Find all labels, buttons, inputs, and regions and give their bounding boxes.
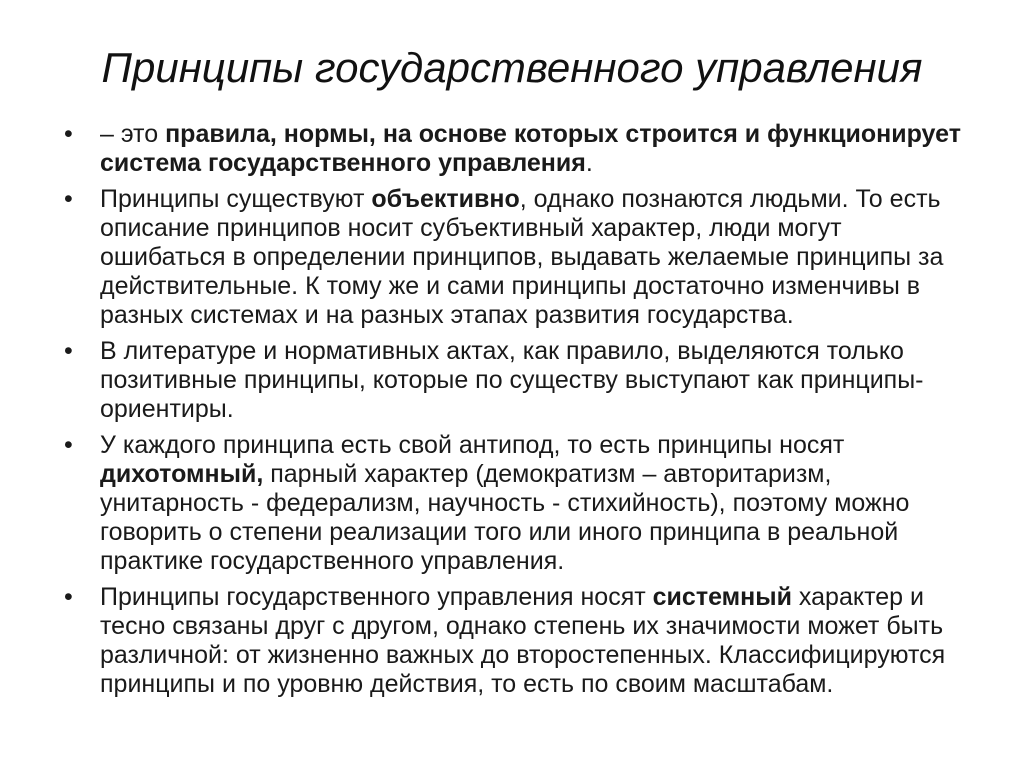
bullet-text: – это	[100, 120, 166, 148]
bullet-text-bold: объективно	[371, 185, 520, 213]
slide-title: Принципы государственного управления	[101, 44, 923, 91]
bullet-list	[64, 120, 964, 706]
bullet-text: характер и тесно связаны друг с другом, однако степень их значимости может быть различной: от жизненно важных до второстепенных. Классифицируются принципы и по уровню действия, то есть по своим масштабам.	[100, 583, 946, 698]
bullet-marker: •	[64, 583, 73, 611]
bullet-marker: •	[64, 431, 73, 459]
bullet-text: Принципы государственного управления носят	[100, 583, 653, 611]
bullet-text: , однако познаются людьми. То есть описание принципов носит субъективный характер, люди могут ошибаться в определении принципов, выдавать желаемые принципы за действительные. К тому же и сами принципы достаточно изменчивы в разных системах и на разных этапах развития государства.	[100, 185, 944, 329]
bullet-text: парный характер (демократизм – авторитаризм, унитарность - федерализм, научность - стихийность), поэтому можно говорить о степени реализации того или иного принципа в реальной практике государственного управления.	[100, 460, 910, 575]
bullet-text: В литературе и нормативных актах, как правило, выделяются только позитивные принципы, которые по существу выступают как принципы-ориентиры.	[100, 337, 924, 423]
bullet-marker: •	[64, 337, 73, 365]
bullet-item	[64, 185, 964, 330]
bullet-item	[64, 120, 964, 178]
bullet-text: .	[585, 149, 593, 177]
bullet-marker: •	[64, 120, 73, 148]
bullet-text-bold: дихотомный,	[100, 460, 264, 488]
bullet-text-bold: правила, нормы, на основе которых строится и функционирует система государственного управления	[100, 120, 961, 177]
bullet-text: У каждого принципа есть свой антипод, то есть принципы носят	[100, 431, 845, 459]
bullet-text-bold: системный	[652, 583, 792, 611]
bullet-item	[64, 583, 964, 699]
bullet-text: Принципы существуют	[100, 185, 372, 213]
bullet-item	[64, 337, 964, 424]
bullet-marker: •	[64, 185, 73, 213]
bullet-item	[64, 431, 964, 576]
